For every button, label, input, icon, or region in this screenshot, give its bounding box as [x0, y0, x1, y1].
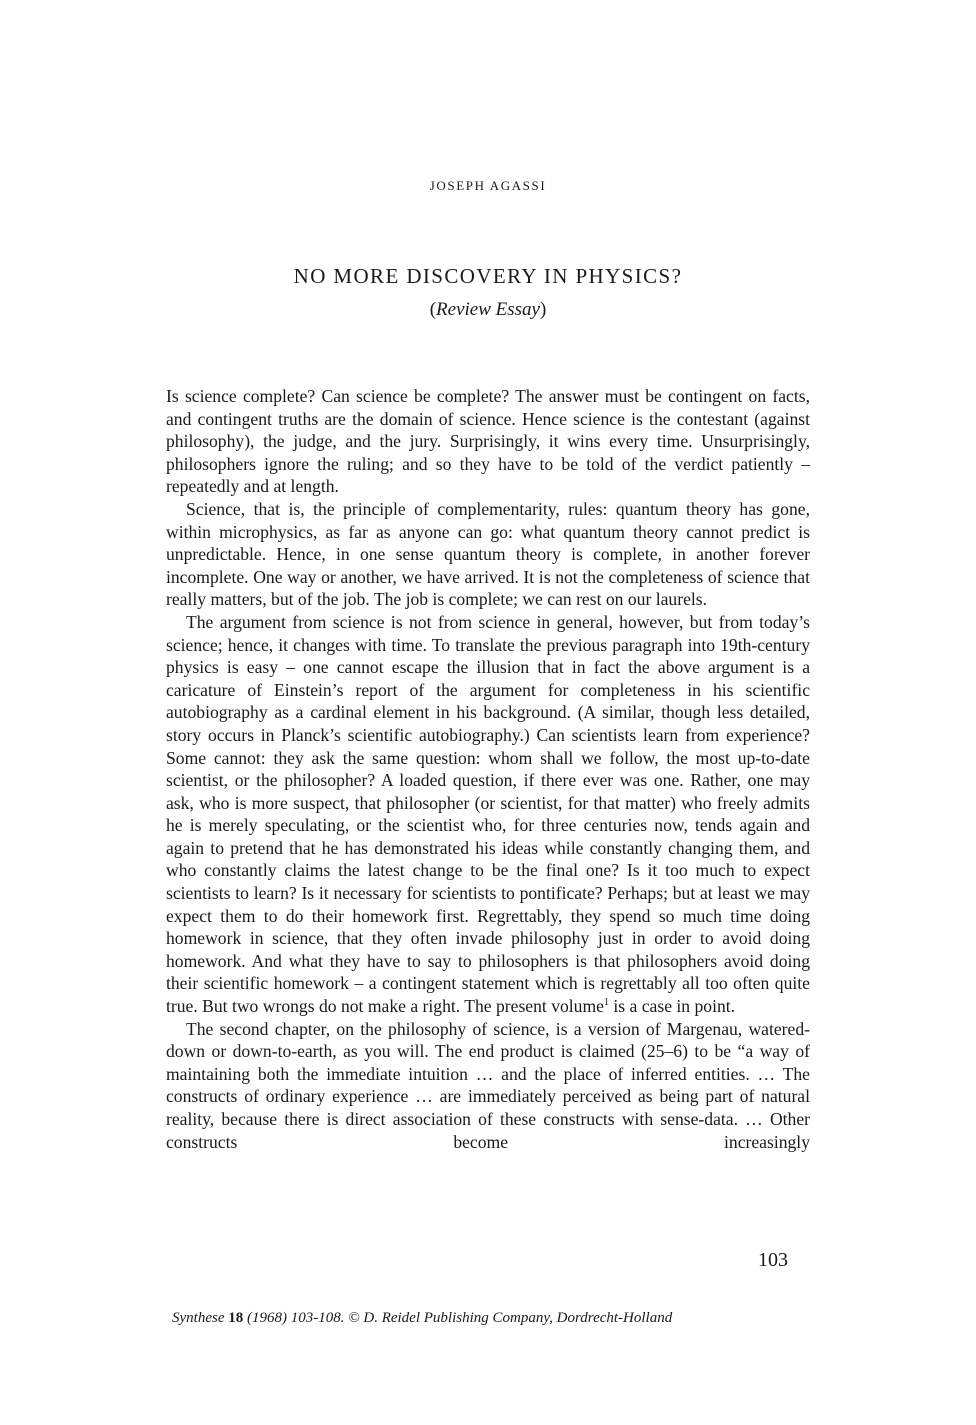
- body-paragraph-3-text: The argument from science is not from science in general, however, but from today’s science; hence, it changes with time. To translate the previous paragraph into 19th-century physics is easy – one cannot escape the illusion that in fact the above argument is a caricature of Einstein’s report of the argument for completeness in his scientific autobiography as a cardinal element in his background. (A similar, though less detailed, story occurs in Planck’s scientific autobiography.) Can scientists learn from experience? Some cannot: they ask the same question: whom shall we follow, the most up-to-date scientist, or the philosopher? A loaded question, if there ever was one. Rather, one may ask, who is more suspect, that philosopher (or scientist, for that matter) who freely admits he is merely speculating, or the scientist who, for three centuries now, tends again and again to pretend that he has demonstrated his ideas while constantly changing them, and who constantly claims the latest change to be the final one? Is it too much to expect scientists to learn? Is it necessary for scientists to pontificate? Perhaps; but at least we may expect them to do their homework first. Regrettably, they spend so much time doing homework in science, that they often invade philosophy just in order to avoid doing homework. And what they have to say to philosophers is that philosophers avoid doing their scientific homework – a contingent statement which is regrettably all too often quite true. But two wrongs do not make a right. The present volume: [166, 611, 810, 1017]
- body-paragraph-3: [166, 611, 810, 1018]
- footnote-marker: 1: [603, 997, 609, 1009]
- subtitle-close-paren: ): [539, 299, 547, 320]
- footer-journal: Synthese: [172, 1310, 225, 1326]
- article-body: [166, 385, 810, 1153]
- body-paragraph-3-text-after: is a case in point.: [608, 996, 736, 1017]
- body-paragraph-1: Is science complete? Can science be complete? The answer must be contingent on facts, and contingent truths are the domain of science. Hence science is the contestant (against philosophy), the judge, and the jury. Surprisingly, it wins every time. Unsurprisingly, philosophers ignore the ruling; and so they have to be told of the verdict patiently – repeatedly and at length.: [166, 386, 810, 497]
- subtitle-text: Review Essay: [436, 299, 540, 320]
- body-paragraph-2: Science, that is, the principle of complementarity, rules: quantum theory has gone, within microphysics, as far as anyone can go: what quantum theory cannot predict is unpredictable. Hence, in one sense quantum theory is complete, in another forever incomplete. One way or another, we have arrived. It is not the completeness of science that really matters, but of the job. The job is complete; we can rest on our laurels.: [166, 498, 810, 610]
- body-paragraph-4: The second chapter, on the philosophy of science, is a version of Margenau, watered-down or down-to-earth, as you will. The end product is claimed (25–6) to be “a way of maintaining both the immediate intuition … and the place of inferred entities. … The constructs of ordinary experience … are immediately perceived as being part of natural reality, because there is direct association of these constructs with sense-data. … Other constructs become increasingly: [166, 1018, 810, 1152]
- page-number: 103: [758, 1249, 788, 1271]
- article-subtitle: [0, 299, 976, 321]
- citation-footer: [172, 1310, 672, 1327]
- article-title: NO MORE DISCOVERY IN PHYSICS?: [293, 264, 683, 288]
- author-name: JOSEPH AGASSI: [429, 178, 547, 193]
- subtitle-open-paren: (: [429, 299, 437, 320]
- footer-citation: (1968) 103-108. © D. Reidel Publishing Company, Dordrecht-Holland: [243, 1310, 673, 1326]
- footer-volume: 18: [228, 1310, 244, 1326]
